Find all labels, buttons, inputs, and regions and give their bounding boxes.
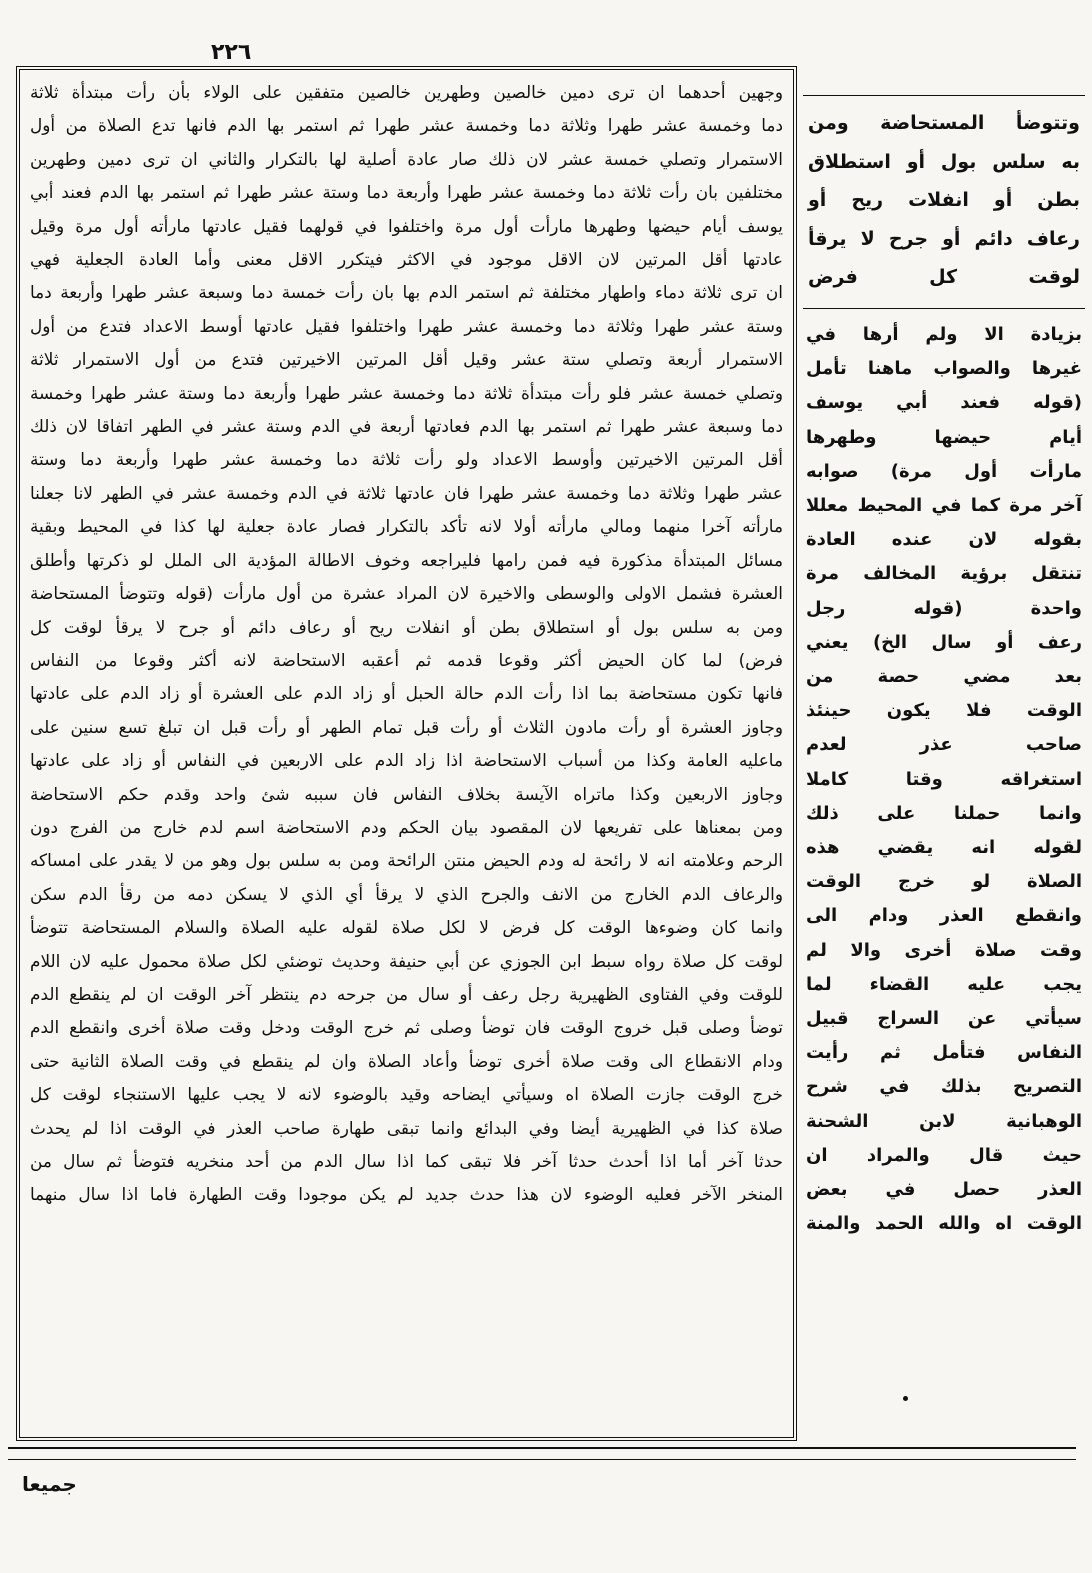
main-text-frame xyxy=(16,66,797,1441)
main-text-line: مسائل المبتدأة مذكورة فيه فمن رامها فليراجعه وخوف الاطالة المؤدية الى الملل لو ذكرتها وأطلق xyxy=(30,549,783,570)
sidebar-note-line: بعد مضي حصة من xyxy=(806,666,1082,688)
sidebar-note-line: بقوله لان عنده العادة xyxy=(806,529,1082,551)
sidebar-note-line: لقوله انه يقضي هذه xyxy=(806,837,1082,859)
sidebar-note-line: وقت صلاة أخرى والا لم xyxy=(806,939,1082,961)
main-text-line: فرض) لما كان الحيض أكثر وقوعا قدمه ثم أعقبه الاستحاضة لانه أكثر وقوعا من النفاس xyxy=(30,649,783,670)
sidebar-note-line: العذر حصل في بعض xyxy=(806,1179,1082,1201)
main-text-line: وانما كان وضوءها الوقت كل فرض لا لكل صلاة لقوله عليه الصلاة والسلام المستحاضة تتوضأ xyxy=(30,917,783,938)
main-text-line: ومن بمعناها على تفريعها لان المقصود بيان الحكم ودم الاستحاضة اسم لدم خارج من الفرج دون xyxy=(30,816,783,837)
main-text-line: فانها تكون مستحاضة بما اذا رأت الدم حالة الحبل أو زاد الدم على العشرة أو زاد الدم على عادتها xyxy=(30,683,783,704)
sidebar-quoted-line: بطن أو انفلات ريح أو xyxy=(808,189,1080,211)
main-text-line: ماعليه العامة وكذا من أسباب الاستحاضة اذا زاد الدم على الاربعين في النفاس أو زاد على عادتها xyxy=(30,750,783,771)
sidebar-note-line: أيام حيضها وطهرها xyxy=(806,426,1082,448)
sidebar-note-line: الوقت فلا يكون حينئذ xyxy=(806,700,1082,722)
sidebar-note-line: غيرها والصواب ماهنا تأمل xyxy=(806,358,1082,380)
main-text-line: وجهين أحدهما ان ترى دمين خالصين وطهرين خالصين متفقين على الولاء بأن رأت مبتدأة ثلاثة xyxy=(30,82,783,102)
main-text-line: أقل المرتين الاخيرتين وأوسط الاعداد ولو رأت ثلاثة دما وخمسة عشر طهرا وأربعة دما وستة xyxy=(30,449,783,470)
main-text-line: للوقت وفي الفتاوى الظهيرية رجل رعف أو سال من جرحه دم ينتظر آخر الوقت ان لم ينقطع الدم xyxy=(30,983,783,1004)
main-text-line: خرج الوقت جازت الصلاة اه وسيأتي ايضاحه وقيد بالوضوء لانه لا يجب عليها الاستنجاء لوقت كل xyxy=(30,1084,783,1105)
main-text-line: عشر طهرا وثلاثة دما وخمسة عشر طهرا فان عادتها ثلاثة في الدم وخمسة عشر في الطهر لانا جعلنا xyxy=(30,482,783,503)
sidebar-note-line: مارأت أول مرة) صوابه xyxy=(806,460,1082,482)
main-text-line: الرحم وعلامته انه لا رائحة له ودم الحيض منتن الرائحة ومن به سلس بول وهو من لا يقدر على امساكه xyxy=(30,850,783,871)
main-text-line: العشرة فشمل الاولى والوسطى والاخيرة لان المراد عشرة من أول مارأت (قوله وتتوضأ المستحاضة xyxy=(30,583,783,604)
sidebar-quoted-line: به سلس بول أو استطلاق xyxy=(808,150,1080,173)
sidebar-note-line: سيأتي عن السراج قبيل xyxy=(806,1008,1082,1030)
sidebar-note-line: الوقت اه والله الحمد والمنة xyxy=(806,1213,1082,1235)
main-text-line: لوقت كل صلاة رواه سبط ابن الجوزي عن أبي حنيفة وحديث توضئي لكل صلاة محمول عليه لان اللام xyxy=(30,950,783,971)
sidebar-note-line: تنتقل برؤية المخالف مرة xyxy=(806,563,1082,585)
sidebar-quoted-text xyxy=(808,104,1080,297)
main-text-line: وجاوز الاربعين وكذا ماتراه الآيسة بخلاف النفاس فان سببه شئ واحد وقدم حكم الاستحاضة xyxy=(30,783,783,804)
sidebar-quoted-line: وتتوضأ المستحاضة ومن xyxy=(808,112,1080,134)
main-text-body xyxy=(30,76,783,1212)
sidebar-separator xyxy=(803,308,1085,309)
main-text-line: مختلفين بان رأت ثلاثة دما وخمسة عشر طهرا وأربعة دما وستة عشر طهرا ثم استمر بها الدم فعند أبي xyxy=(30,182,783,203)
sidebar-note-line: الوهبانية لابن الشحنة xyxy=(806,1110,1082,1132)
sidebar-note-line: يجب عليه القضاء لما xyxy=(806,973,1082,995)
end-dot xyxy=(903,1396,908,1401)
sidebar-note-line: وانقطع العذر ودام الى xyxy=(806,905,1082,927)
main-text-line: الاستمرار أربعة وتصلي ستة عشر وقيل أقل المرتين الاخيرتين فتدع من أول الاستمرار ثلاثة xyxy=(30,349,783,370)
sidebar-note-line: بزيادة الا ولم أرها في xyxy=(806,324,1082,345)
main-text-line: وجاوز العشرة أو رأت مادون الثلاث أو رأت قبل تمام الطهر أو رأت قبل ان تبلغ تسع سنين على xyxy=(30,716,783,737)
main-text-line: ودام الانقطاع الى وقت صلاة أخرى توضأ وأعاد الصلاة وان لم ينقطع في وقت الصلاة الثانية حتى xyxy=(30,1050,783,1071)
main-text-line: يوسف أيام حيضها وطهرها مارأت أول مرة واختلفوا في قولهما فقيل عادتها مارأته أول مرة وقيل xyxy=(30,215,783,236)
sidebar-note-line: آخر مرة كما في المحيط معللا xyxy=(806,495,1082,517)
sidebar-note-line: واحدة (قوله رجل xyxy=(806,597,1082,619)
sidebar-top-rule xyxy=(803,95,1085,96)
main-text-line: دما وسبعة عشر طهرا ثم استمر بها الدم فعادتها أربعة في الدم وستة عشر في الطهر اتفاقا لان ذلك xyxy=(30,416,783,437)
main-text-line: والرعاف الدم الخارج من الانف والجرح الذي لا يرقأ أي الذي لا يسكن دمه من رقأ الدم سكن xyxy=(30,883,783,904)
page-number: ٢٢٦ xyxy=(211,40,252,65)
sidebar-note-line: وانما حملنا على ذلك xyxy=(806,802,1082,824)
sidebar-note-line: حيث قال والمراد ان xyxy=(806,1144,1082,1166)
main-text-line: عادتها أقل المرتين لان الاقل موجود في الاكثر فيتكرر الاقل معنى وأما العادة الجعلية فهي xyxy=(30,249,783,270)
main-text-line: صلاة كذا في الظهيرية أيضا وفي البدائع وانما تبقى طهارة صاحب العذر في الوقت اذا لم يحدث xyxy=(30,1117,783,1138)
sidebar-note-line: التصريح بذلك في شرح xyxy=(806,1076,1082,1098)
sidebar-notes xyxy=(806,318,1082,1241)
main-text-line: المنخر الآخر فعليه الوضوء لان هذا حدث جديد لم يكن موجودا وقت الطهارة فاما اذا سال منهما xyxy=(30,1184,783,1205)
main-text-line: ومن به سلس بول أو استطلاق بطن أو انفلات ريح أو رعاف دائم أو جرح لا يرقأ لوقت كل xyxy=(30,616,783,637)
catchword: جميعا xyxy=(22,1472,77,1496)
main-text-line: وتصلي خمسة عشر فلو رأت مبتدأة ثلاثة دما وخمسة عشر طهرا وأربعة دما وستة عشر طهرا وخمسة xyxy=(30,382,783,403)
sidebar-quoted-line: رعاف دائم أو جرح لا يرقأ xyxy=(808,227,1080,250)
sidebar-note-line: رعف أو سال الخ) يعني xyxy=(806,631,1082,653)
main-text-line: مارأته آخرا منهما ومالي مارأته أولا لانه تأكد بالتكرار فصار عادة جعلية لها كذا في المحيط وبقية xyxy=(30,516,783,537)
sidebar-quoted-line: لوقت كل فرض xyxy=(808,266,1080,288)
main-text-line: وستة عشر طهرا وثلاثة دما وخمسة عشر طهرا واختلفوا فقيل عادتها أوسط الاعداد فتدع من أول xyxy=(30,315,783,336)
sidebar-note-line: النفاس فتأمل ثم رأيت xyxy=(806,1042,1082,1064)
main-text-line: توضأ وصلى قبل خروج الوقت فان توضأ وصلى ثم خرج الوقت ودخل وقت صلاة أخرى وانقطع الدم xyxy=(30,1017,783,1038)
main-text-line: حدثا آخر أما اذا أحدث حدثا آخر فلا تبقى كما اذا سال الدم من أحد منخريه فتوضأ ثم سال من xyxy=(30,1151,783,1171)
sidebar-note-line: الصلاة لو خرج الوقت xyxy=(806,871,1082,893)
bottom-rules xyxy=(8,1447,1076,1460)
main-text-line: الاستمرار وتصلي خمسة عشر لان ذلك صار عادة أصلية لها بالتكرار والثاني ان ترى دمين وطهرين xyxy=(30,148,783,169)
main-text-line: دما وخمسة عشر طهرا وثلاثة دما وخمسة عشر طهرا ثم استمر بها الدم فانها تدع الصلاة من أول xyxy=(30,115,783,136)
sidebar-note-line: استغراقه وقتا كاملا xyxy=(806,768,1082,790)
sidebar-note-line: صاحب عذر لعدم xyxy=(806,734,1082,756)
main-text-line: ان ترى ثلاثة دماء واطهار مختلفة ثم استمر الدم بها بان رأت خمسة دما وسبعة عشر طهرا وأربعة دما xyxy=(30,282,783,303)
sidebar-note-line: (قوله فعند أبي يوسف xyxy=(806,392,1082,414)
